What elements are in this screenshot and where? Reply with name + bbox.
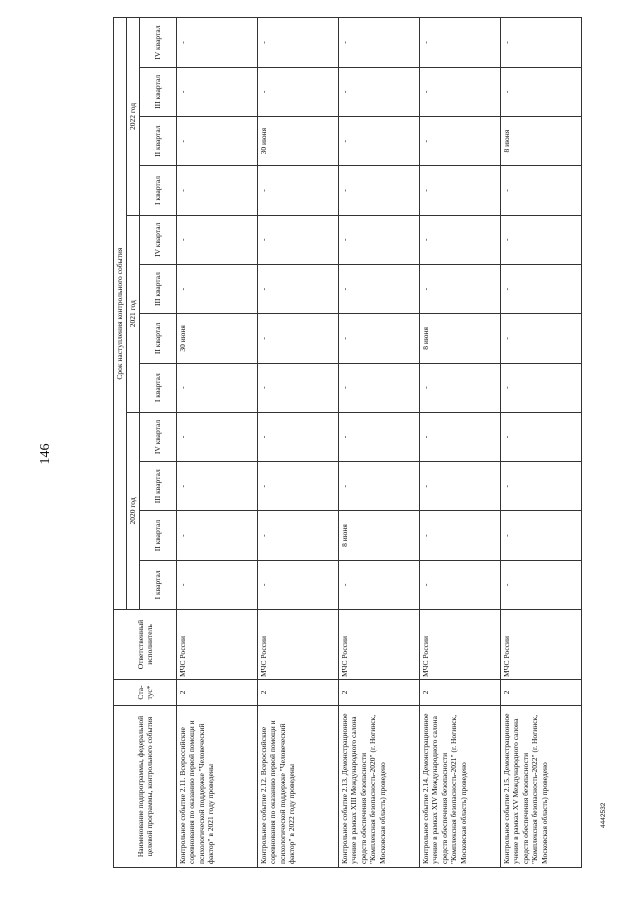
quarter-cell: - xyxy=(258,363,339,412)
quarter-cell: - xyxy=(339,166,420,215)
quarter-cell: - xyxy=(339,264,420,313)
table-row xyxy=(420,18,501,868)
table-row xyxy=(501,18,582,868)
event-name: Контрольное событие 2.15. Демонстрационное учение в рамках XV Международного салона средств обеспечения безопасности "Комплексная безопасность-2022" (г. Ногинск, Московская область) проведено xyxy=(501,706,582,868)
quarter-cell: - xyxy=(420,215,501,264)
quarter-cell: - xyxy=(258,462,339,511)
quarter-cell: - xyxy=(501,462,582,511)
quarter-cell: - xyxy=(339,363,420,412)
header-quarter: I квартал xyxy=(140,363,177,412)
quarter-cell: - xyxy=(339,314,420,363)
header-quarter: IV квартал xyxy=(140,18,177,67)
quarter-cell: - xyxy=(177,264,258,313)
quarter-cell: - xyxy=(339,67,420,116)
event-status: 2 xyxy=(420,680,501,706)
quarter-cell: - xyxy=(258,18,339,67)
quarter-cell: - xyxy=(177,18,258,67)
quarter-cell: - xyxy=(339,560,420,609)
event-name: Контрольное событие 2.13. Демонстрационное учение в рамках XIII Международного салона средств обеспечения безопасности "Комплексная безопасность-2020" (г. Ногинск, Московская область) проведено xyxy=(339,706,420,868)
quarter-cell: 30 июня xyxy=(258,117,339,166)
quarter-cell: - xyxy=(339,18,420,67)
header-year-2020: 2020 год xyxy=(127,412,140,609)
event-executor: МЧС России xyxy=(258,610,339,680)
control-events-table xyxy=(113,17,582,868)
event-name: Контрольное событие 2.11. Всероссийские соревнования по оказанию первой помощи и психологической поддержке "Человеческий фактор" в 2021 году проведены xyxy=(177,706,258,868)
quarter-cell: - xyxy=(258,511,339,560)
quarter-cell: - xyxy=(339,117,420,166)
quarter-cell: - xyxy=(258,560,339,609)
quarter-cell: - xyxy=(258,314,339,363)
quarter-cell: - xyxy=(501,511,582,560)
quarter-cell: - xyxy=(501,264,582,313)
header-quarter: II квартал xyxy=(140,511,177,560)
quarter-cell: - xyxy=(420,264,501,313)
quarter-cell: - xyxy=(501,314,582,363)
quarter-cell: - xyxy=(339,462,420,511)
table-row xyxy=(177,18,258,868)
quarter-cell: - xyxy=(420,462,501,511)
quarter-cell: - xyxy=(420,412,501,461)
event-executor: МЧС России xyxy=(420,610,501,680)
header-executor: Ответственный исполнитель xyxy=(114,610,177,680)
quarter-cell: - xyxy=(420,18,501,67)
quarter-cell: - xyxy=(501,18,582,67)
quarter-cell: - xyxy=(177,215,258,264)
header-quarter: I квартал xyxy=(140,560,177,609)
table-row xyxy=(339,18,420,868)
rotated-table-container xyxy=(113,18,613,868)
quarter-cell: - xyxy=(177,462,258,511)
event-name: Контрольное событие 2.12. Всероссийские соревнования по оказанию первой помощи и психологической поддержке "Человеческий фактор" в 2022 году проведены xyxy=(258,706,339,868)
quarter-cell: - xyxy=(177,511,258,560)
event-executor: МЧС России xyxy=(177,610,258,680)
event-status: 2 xyxy=(177,680,258,706)
header-year-2021: 2021 год xyxy=(127,215,140,412)
event-status: 2 xyxy=(501,680,582,706)
quarter-cell: - xyxy=(339,215,420,264)
header-quarter: II квартал xyxy=(140,314,177,363)
quarter-cell: - xyxy=(501,67,582,116)
quarter-cell: - xyxy=(420,166,501,215)
page-number: 146 xyxy=(38,443,53,465)
header-year-2022: 2022 год xyxy=(127,18,140,215)
event-status: 2 xyxy=(339,680,420,706)
quarter-cell: - xyxy=(501,363,582,412)
header-quarter: IV квартал xyxy=(140,215,177,264)
table-row xyxy=(258,18,339,868)
header-quarter: IV квартал xyxy=(140,412,177,461)
quarter-cell: - xyxy=(258,166,339,215)
quarter-cell: - xyxy=(420,363,501,412)
quarter-cell: - xyxy=(258,67,339,116)
event-executor: МЧС России xyxy=(339,610,420,680)
quarter-cell: - xyxy=(501,560,582,609)
quarter-cell: - xyxy=(501,215,582,264)
event-name: Контрольное событие 2.14. Демонстрационное учение в рамках XIV Международного салона средств обеспечения безопасности "Комплексная безопасность-2021" (г. Ногинск, Московская область) проведено xyxy=(420,706,501,868)
quarter-cell: - xyxy=(258,412,339,461)
footer-code: 4442532 xyxy=(600,802,607,828)
quarter-cell: - xyxy=(177,363,258,412)
header-quarter: III квартал xyxy=(140,67,177,116)
event-executor: МЧС России xyxy=(501,610,582,680)
quarter-cell: - xyxy=(501,166,582,215)
quarter-cell: 8 июня xyxy=(420,314,501,363)
quarter-cell: - xyxy=(177,117,258,166)
header-name: Наименование подпрограммы, федеральной целевой программы, контрольного события xyxy=(114,706,177,868)
quarter-cell: - xyxy=(420,560,501,609)
header-quarter: III квартал xyxy=(140,264,177,313)
quarter-cell: - xyxy=(339,412,420,461)
quarter-cell: - xyxy=(177,67,258,116)
quarter-cell: - xyxy=(420,67,501,116)
quarter-cell: - xyxy=(177,412,258,461)
quarter-cell: - xyxy=(420,117,501,166)
quarter-cell: - xyxy=(258,215,339,264)
event-status: 2 xyxy=(258,680,339,706)
header-status: Ста-тус* xyxy=(114,680,177,706)
header-quarter: III квартал xyxy=(140,462,177,511)
quarter-cell: - xyxy=(258,264,339,313)
quarter-cell: - xyxy=(420,511,501,560)
quarter-cell: - xyxy=(501,412,582,461)
header-quarter: I квартал xyxy=(140,166,177,215)
header-deadline: Срок наступления контрольного события xyxy=(114,18,127,610)
quarter-cell: 8 июня xyxy=(501,117,582,166)
quarter-cell: - xyxy=(177,560,258,609)
quarter-cell: 30 июня xyxy=(177,314,258,363)
header-quarter: II квартал xyxy=(140,117,177,166)
quarter-cell: 8 июня xyxy=(339,511,420,560)
quarter-cell: - xyxy=(177,166,258,215)
